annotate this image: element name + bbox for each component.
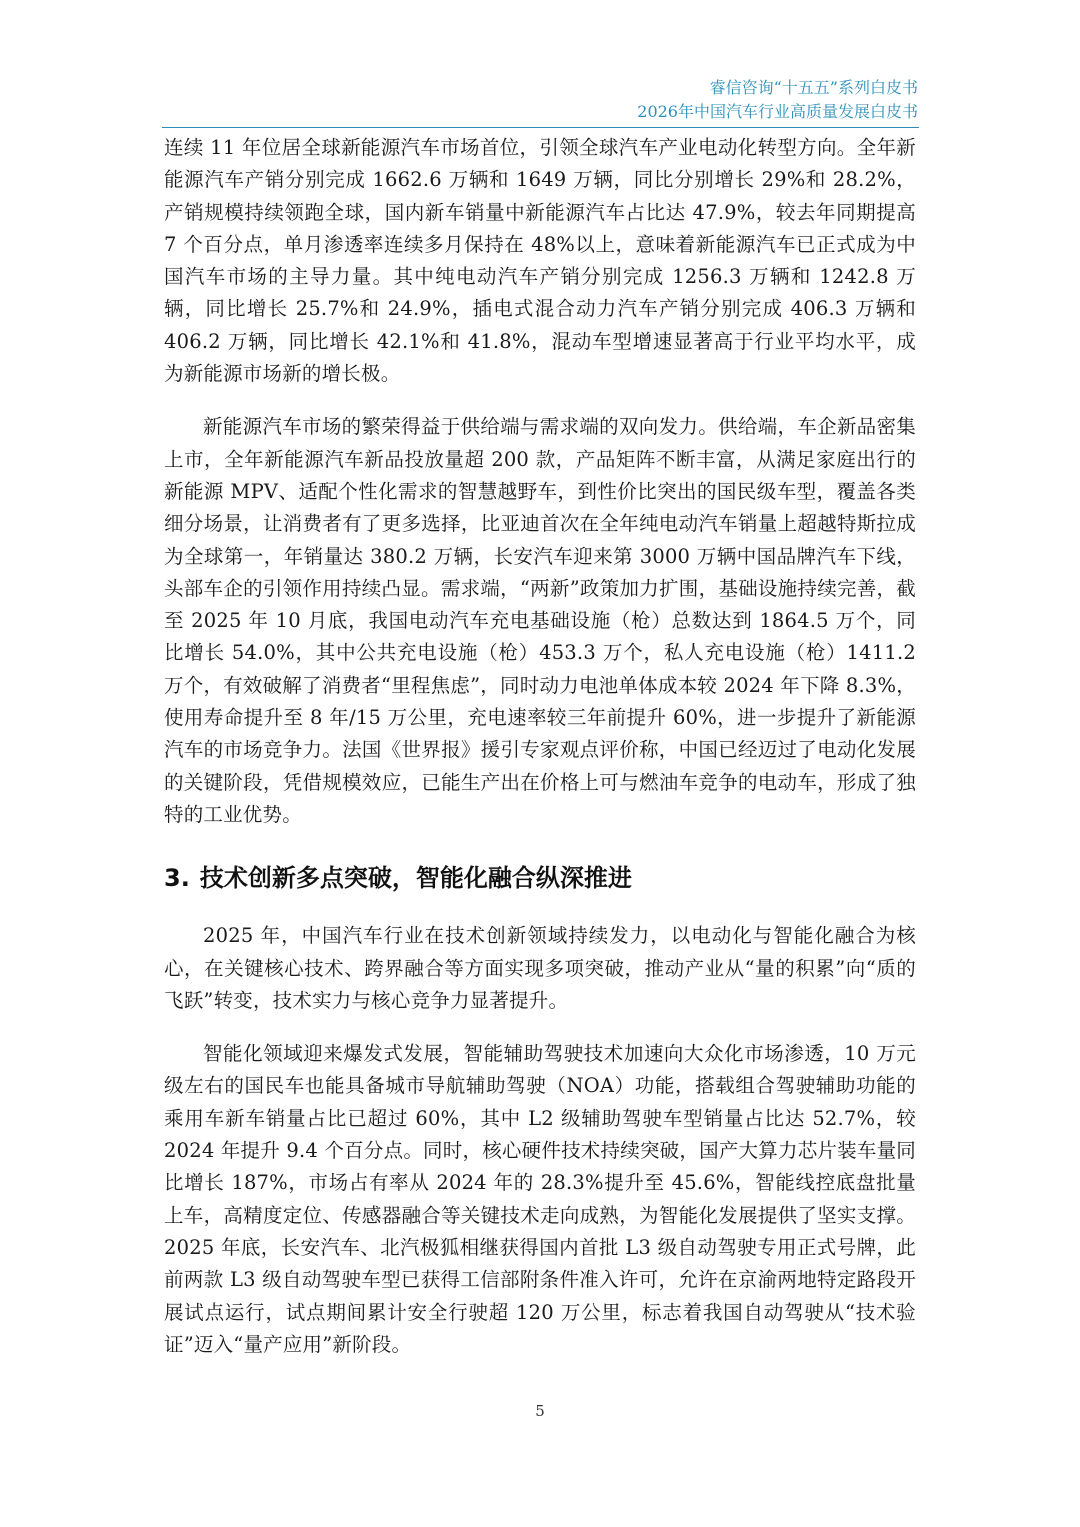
running-header bbox=[637, 76, 918, 124]
paragraph-intelligent-driving: 智能化领域迎来爆发式发展，智能辅助驾驶技术加速向大众化市场渗透，10 万元级左右的国民车也能具备城市导航辅助驾驶（NOA）功能，搭载组合驾驶辅助功能的乘用车新车销量占比已超过 60%，其中 L2 级辅助驾驶车型销量占比达 52.7%，较 2024 年提升 9.4 个百分点。同时，核心硬件技术持续突破，国产大算力芯片装车量同比增长 187%，市场占有率从 2024 年的 28.3%提升至 45.6%，智能线控底盘批量上车，高精度定位、传感器融合等关键技术走向成熟，为智能化发展提供了坚实支撑。2025 年底，长安汽车、北汽极狐相继获得国内首批 L3 级自动驾驶专用正式号牌，此前两款 L3 级自动驾驶车型已获得工信部附条件准入许可，允许在京渝两地特定路段开展试点运行，试点期间累计安全行驶超 120 万公里，标志着我国自动驾驶从“技术验证”迈入“量产应用”新阶段。 bbox=[164, 1042, 916, 1356]
header-report-title: 2026年中国汽车行业高质量发展白皮书 bbox=[637, 102, 918, 121]
page-body bbox=[164, 132, 916, 1361]
page-number: 5 bbox=[535, 1402, 545, 1420]
header-divider bbox=[162, 127, 919, 128]
header-series-title: 睿信咨询“十五五”系列白皮书 bbox=[709, 78, 918, 97]
section-title: 技术创新多点突破，智能化融合纵深推进 bbox=[199, 864, 632, 893]
section-heading bbox=[164, 862, 916, 894]
section-number: 3. bbox=[164, 864, 190, 893]
paragraph-tech-innovation-intro: 2025 年，中国汽车行业在技术创新领域持续发力，以电动化与智能化融合为核心，在关键核心技术、跨界融合等方面实现多项突破，推动产业从“量的积累”向“质的飞跃”转变，技术实力与核心竞争力显著提升。 bbox=[164, 924, 916, 1012]
paragraph-nev-market-stats: 连续 11 年位居全球新能源汽车市场首位，引领全球汽车产业电动化转型方向。全年新能源汽车产销分别完成 1662.6 万辆和 1649 万辆，同比分别增长 29%和 28.2%，产销规模持续领跑全球，国内新车销量中新能源汽车占比达 47.9%，较去年同期提高 7 个百分点，单月渗透率连续多月保持在 48%以上，意味着新能源汽车已正式成为中国汽车市场的主导力量。其中纯电动汽车产销分别完成 1256.3 万辆和 1242.8 万辆，同比增长 25.7%和 24.9%，插电式混合动力汽车产销分别完成 406.3 万辆和 406.2 万辆，同比增长 42.1%和 41.8%，混动车型增速显著高于行业平均水平，成为新能源市场新的增长极。 bbox=[164, 136, 916, 386]
paragraph-supply-demand: 新能源汽车市场的繁荣得益于供给端与需求端的双向发力。供给端，车企新品密集上市，全年新能源汽车新品投放量超 200 款，产品矩阵不断丰富，从满足家庭出行的新能源 MPV、适配个性化需求的智慧越野车，到性价比突出的国民级车型，覆盖各类细分场景，让消费者有了更多选择，比亚迪首次在全年纯电动汽车销量上超越特斯拉成为全球第一，年销量达 380.2 万辆，长安汽车迎来第 3000 万辆中国品牌汽车下线，头部车企的引领作用持续凸显。需求端，“两新”政策加力扩围，基础设施持续完善，截至 2025 年 10 月底，我国电动汽车充电基础设施（枪）总数达到 1864.5 万个，同比增长 54.0%，其中公共充电设施（枪）453.3 万个，私人充电设施（枪）1411.2 万个，有效破解了消费者“里程焦虑”，同时动力电池单体成本较 2024 年下降 8.3%，使用寿命提升至 8 年/15 万公里，充电速率较三年前提升 60%，进一步提升了新能源汽车的市场竞争力。法国《世界报》援引专家观点评价称，中国已经迈过了电动化发展的关键阶段，凭借规模效应，已能生产出在价格上可与燃油车竞争的电动车，形成了独特的工业优势。 bbox=[164, 415, 916, 826]
